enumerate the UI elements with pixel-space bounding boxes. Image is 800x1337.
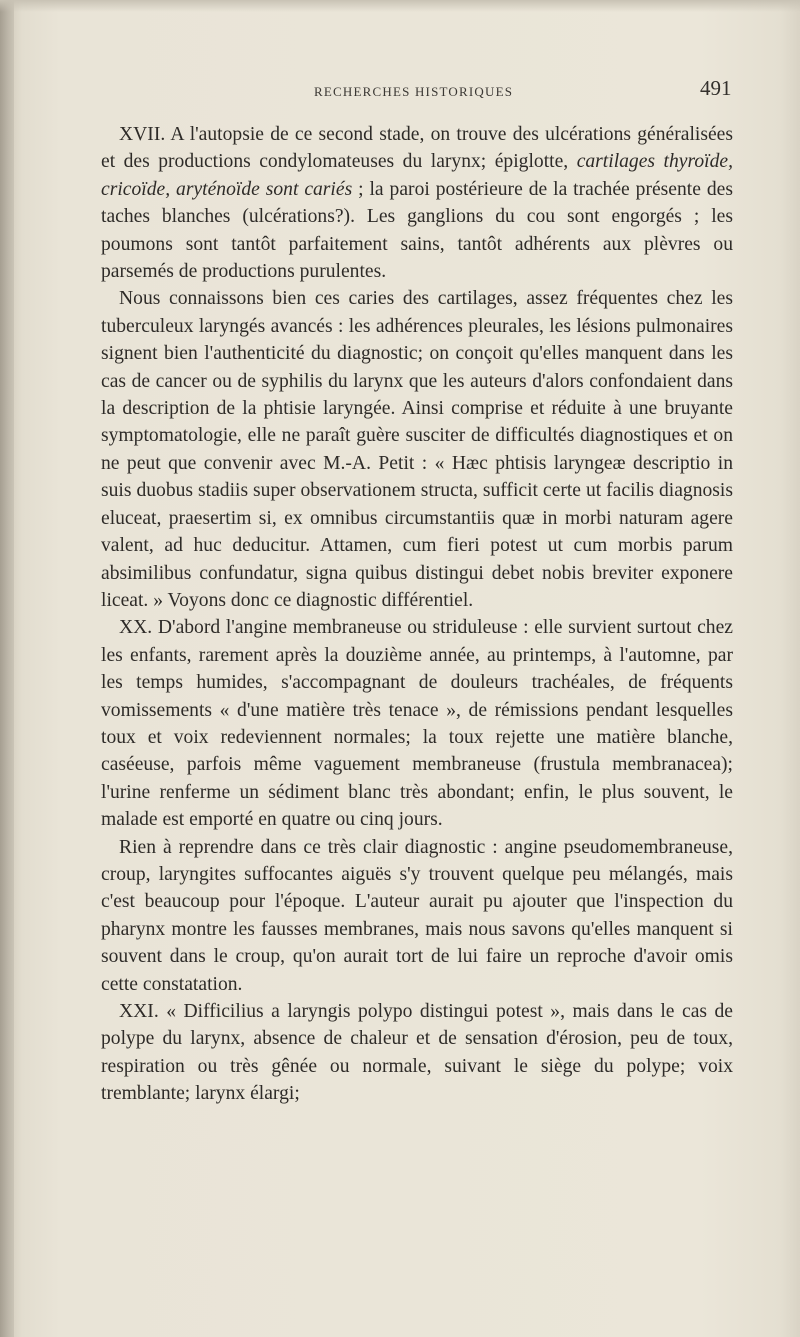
paragraph-xxi: XXI. « Difficilius a laryngis polypo distingui potest », mais dans le cas de polype du larynx, absence de chaleur et de sensation d'érosion, peu de toux, respiration ou très gênée ou normale, suivant le siège du polype; voix tremblante; larynx élargi; xyxy=(101,1001,733,1105)
paragraph-xvii-end: ; la paroi postérieure de la trachée présente des taches blanches (ulcérations?). Les ganglions du cou sont engorgés ; les poumons sont tantôt parfaitement sains, tantôt adhérents aux plèvres ou parsemés de productions purulentes. xyxy=(101,178,733,283)
page-number: 491 xyxy=(700,76,732,100)
paragraph-xx: XX. D'abord l'angine membraneuse ou striduleuse : elle survient surtout chez les enfants, rarement après la douzième année, au printemps, à l'automne, par les temps humides, s'accompagnant de douleurs trachéales, de fréquents vomissements « d'une matière très tenace », de rémissions pendant lesquelles toux et voix redeviennent normales; la toux rejette une matière blanche, caséeuse, parfois même vaguement membraneuse (frustula membranacea); l'urine renferme un sédiment blanc très abondant; enfin, le plus souvent, le malade est emporté en quatre ou cinq jours. xyxy=(101,617,733,831)
paragraph-xvii-italic: cartilages thyroïde, cricoïde, aryténoïde sont cariés xyxy=(101,151,734,200)
body-text xyxy=(101,121,733,1108)
running-title: RECHERCHES HISTORIQUES xyxy=(314,84,514,99)
paragraph-xvii-start: XVII. A l'autopsie de ce second stade, on trouve des ulcérations généralisées et des productions condylomateuses du larynx; épiglotte, xyxy=(101,124,733,173)
paragraph-rien: Rien à reprendre dans ce très clair diagnostic : angine pseudomembraneuse, croup, laryngites suffocantes aiguës s'y trouvent quelque peu mélangés, mais c'est beaucoup pour l'époque. L'auteur aurait pu ajouter que l'inspection du pharynx montre les fausses membranes, mais nous savons qu'elles manquent si souvent dans le croup, qu'on aurait tort de lui faire un reproche d'avoir omis cette constatation. xyxy=(101,836,733,995)
book-spine-shadow xyxy=(0,0,14,1337)
paragraph-xvii xyxy=(101,121,733,285)
paragraph-caries: Nous connaissons bien ces caries des cartilages, assez fréquentes chez les tuberculeux laryngés avancés : les adhérences pleurales, les lésions pulmonaires signent bien l'authenticité du diagnostic; on conçoit qu'elles manquent dans les cas de cancer ou de syphilis du larynx que les auteurs d'alors confondaient dans la description de la phtisie laryngée. Ainsi comprise et réduite à une bruyante symptomatologie, elle ne paraît guère susciter de difficultés diagnostiques et on ne peut que convenir avec M.-A. Petit : « Hæc phtisis laryngeæ descriptio in suis duobus stadiis super observationem structa, sufficit certe ut facilis diagnosis eluceat, praesertim si, ex omnibus circumstantiis quæ in morbi naturam agere valent, ad huc deducitur. Attamen, cum fieri potest ut cum morbis parum absimilibus confundatur, signa quibus distingui debet nobis breviter exponere liceat. » Voyons donc ce diagnostic différentiel. xyxy=(101,288,733,611)
top-edge-shadow xyxy=(0,0,800,12)
